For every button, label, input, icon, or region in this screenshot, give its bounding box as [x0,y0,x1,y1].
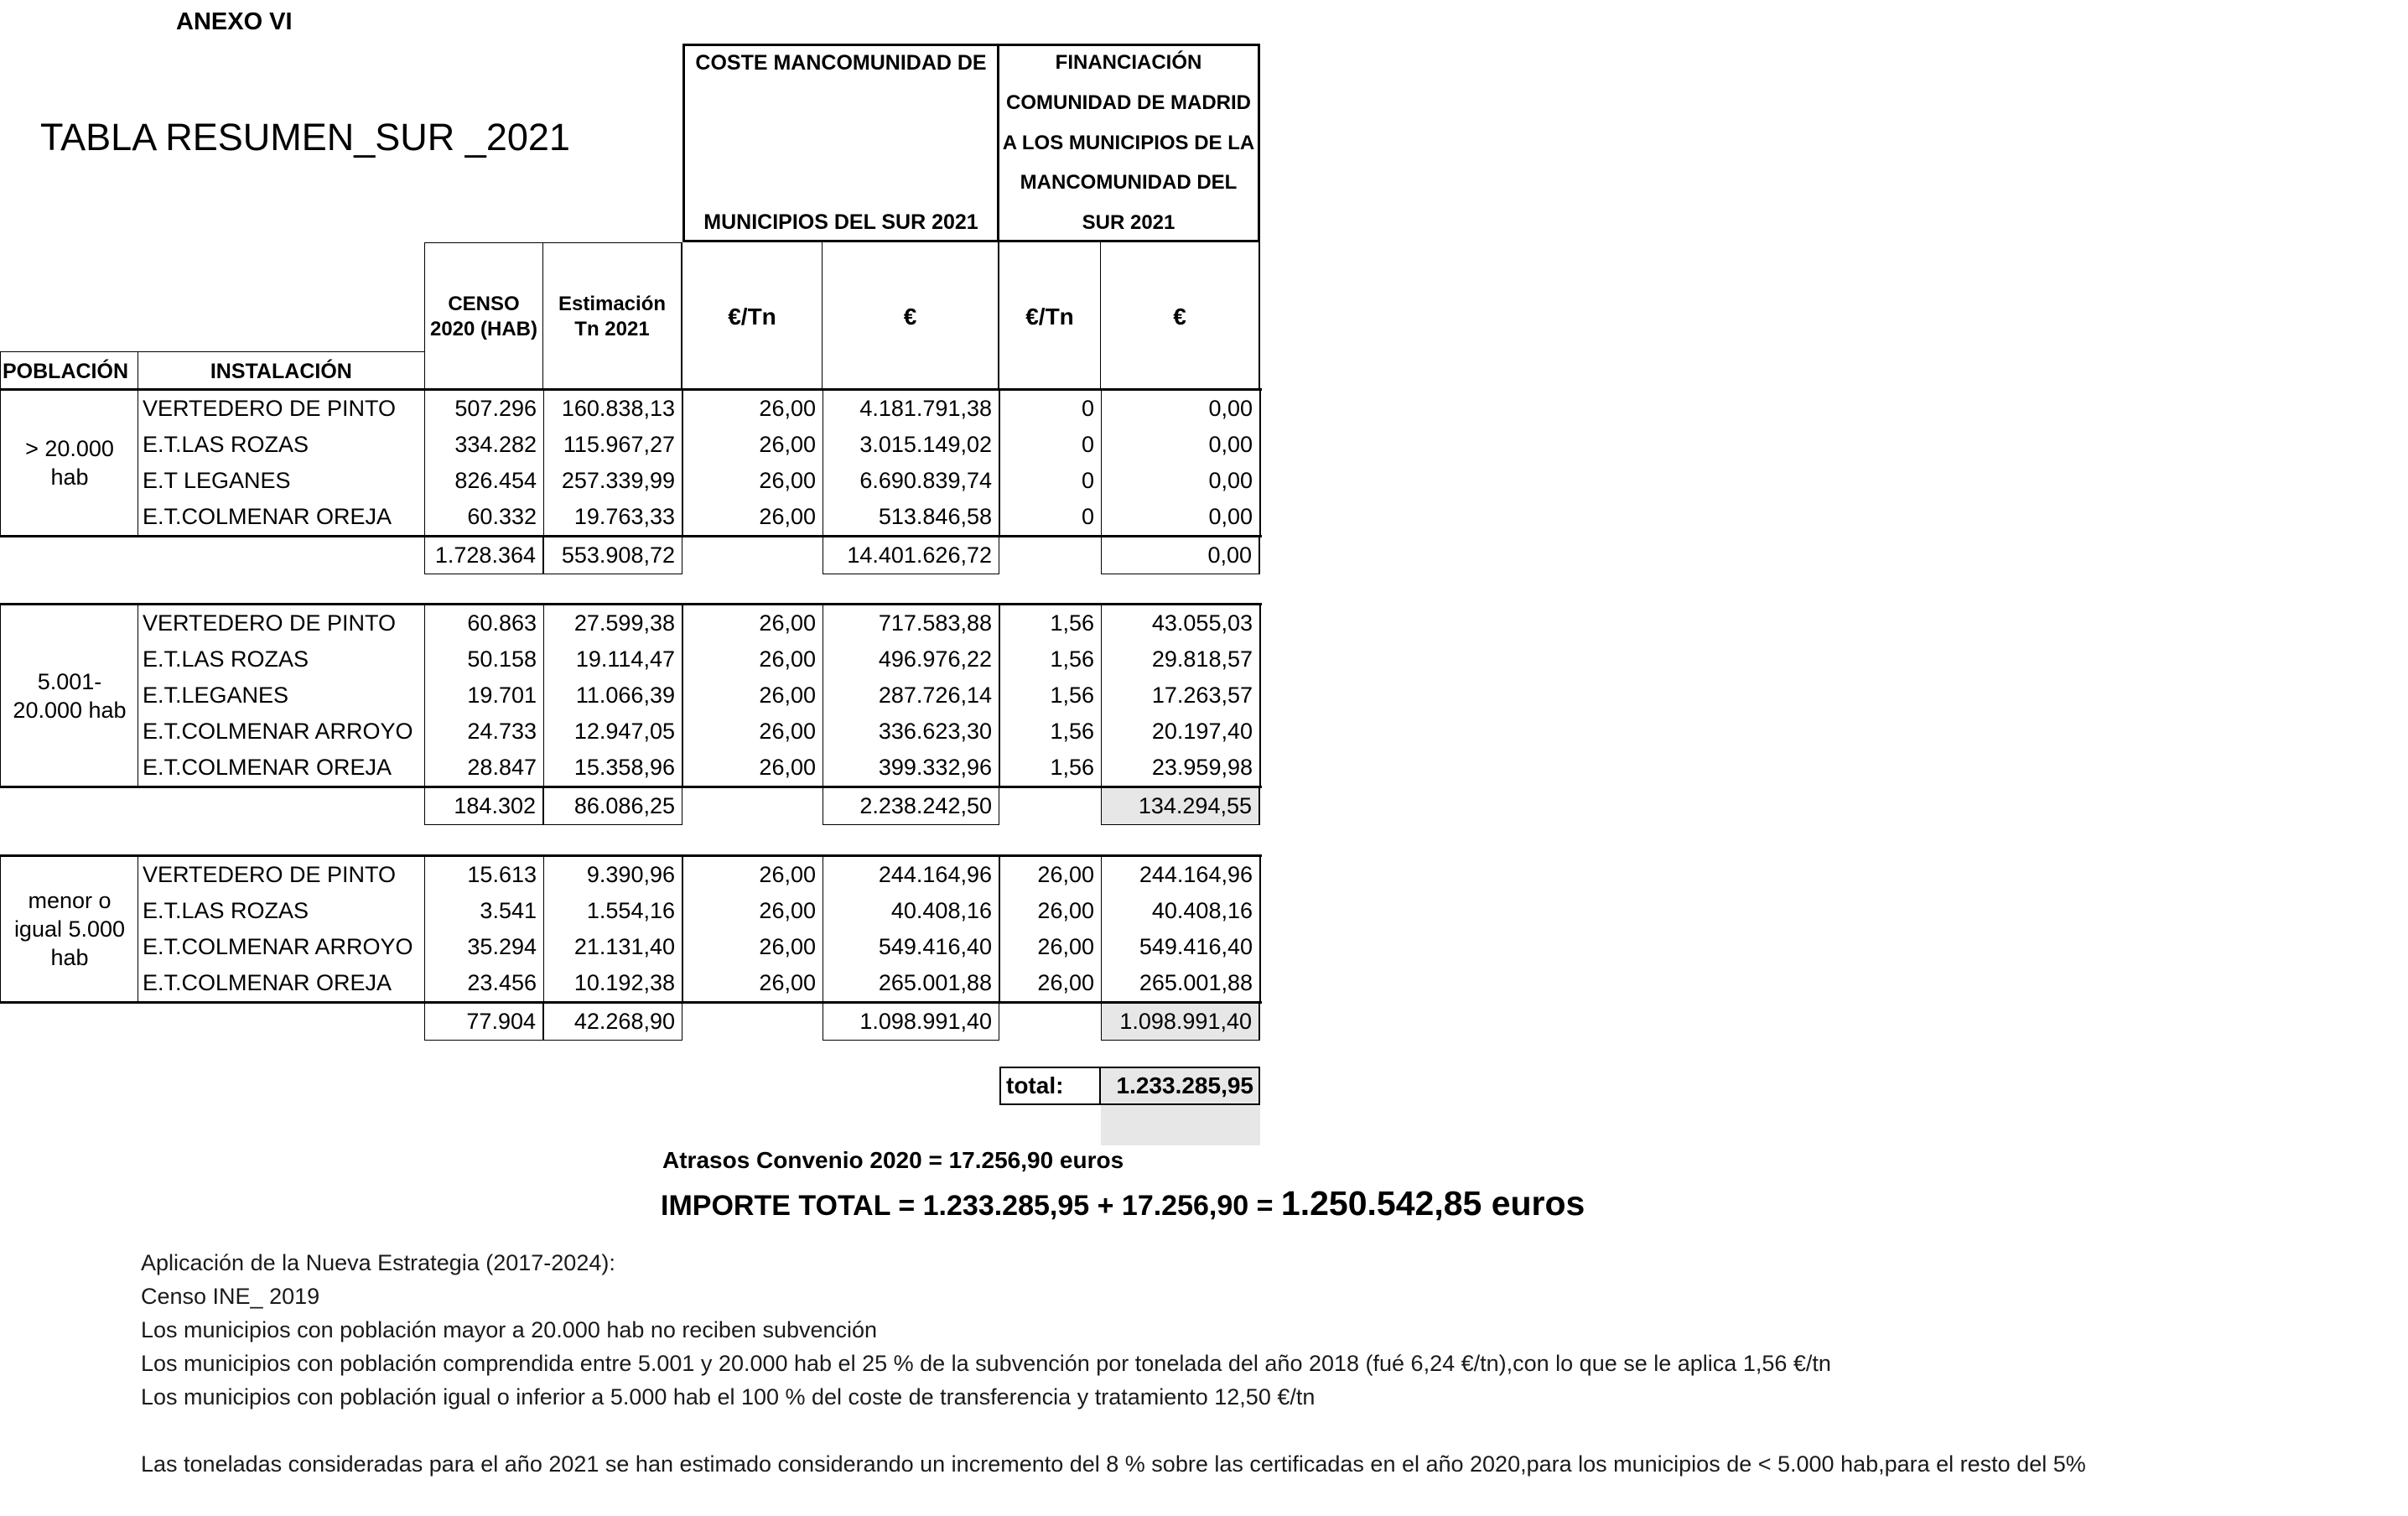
cell-instalacion: E.T.LAS ROZAS [138,641,425,678]
cell-coste-eur: 496.976,22 [823,641,1000,678]
col-header-fin-eur-tn: €/Tn [999,242,1101,391]
cell-fin-eur: 0,00 [1102,391,1261,427]
cell-estimacion-tn: 115.967,27 [544,427,683,463]
population-group-label-line: menor o [28,888,112,913]
cell-fin-eur-tn: 26,00 [1000,857,1102,893]
cell-coste-eur-tn: 26,00 [683,965,823,1001]
population-group-0 [0,388,1262,537]
cell-estimacion-tn: 10.192,38 [544,965,683,1001]
cell-estimacion-tn: 160.838,13 [544,391,683,427]
total-value: 1.233.285,95 [1101,1067,1260,1105]
cell-poblacion-spacer [1,463,138,499]
footnote-line: Los municipios con población mayor a 20.000 hab no reciben subvención [141,1317,878,1342]
cell-estimacion-tn: 12.947,05 [544,714,683,750]
footnote-line: Los municipios con población comprendida entre 5.001 y 20.000 hab el 25 % de la subvención por tonelada del año 2018 (fué 6,24 €/tn),con lo que se le aplica 1,56 €/tn [141,1351,1831,1376]
financiacion-line: SUR 2021 [1082,211,1175,234]
cell-instalacion: E.T.COLMENAR OREJA [138,499,425,535]
cell-fin-eur: 0,00 [1102,463,1261,499]
cell-poblacion-spacer [1,893,138,929]
population-group-2 [0,854,1262,1004]
cell-coste-eur-tn: 26,00 [683,499,823,535]
column-header-row [424,242,1262,391]
cell-instalacion: E.T.COLMENAR ARROYO [138,929,425,965]
subtotal-row [0,1004,1262,1041]
financiacion-line: MANCOMUNIDAD DEL [1020,171,1238,195]
cell-poblacion-spacer [1,427,138,463]
population-group-label-line: hab [50,945,89,970]
footnote-line: Aplicación de la Nueva Estrategia (2017-2024): [141,1250,615,1275]
cell-censo: 15.613 [425,857,544,893]
subtotal-spacer [682,1004,823,1041]
cell-instalacion: E.T.LAS ROZAS [138,427,425,463]
cell-fin-eur: 43.055,03 [1102,605,1261,641]
cell-estimacion-tn: 257.339,99 [544,463,683,499]
cell-coste-eur: 4.181.791,38 [823,391,1000,427]
table-row [1,391,1262,427]
col-header-estimacion [543,242,682,391]
cell-censo: 60.332 [425,499,544,535]
cell-fin-eur: 23.959,98 [1102,750,1261,786]
footnotes [141,1246,2086,1481]
footnote-line: Las toneladas consideradas para el año 2021 se han estimado considerando un incremento del 8 % sobre las certificadas en el año 2020,para los municipios de < 5.000 hab,para el resto del 5% [141,1451,2086,1477]
subtotal-estimacion-tn: 86.086,25 [543,788,682,825]
cell-fin-eur-tn: 0 [1000,463,1102,499]
col-header-fin-eur: € [1101,242,1260,391]
cell-estimacion-tn: 19.763,33 [544,499,683,535]
financiacion-line: FINANCIACIÓN [1055,51,1202,74]
col-header-censo-line2: 2020 (HAB) [429,318,538,340]
cell-fin-eur: 549.416,40 [1102,929,1261,965]
cell-coste-eur: 549.416,40 [823,929,1000,965]
cell-instalacion: E.T.COLMENAR OREJA [138,965,425,1001]
cell-fin-eur-tn: 0 [1000,391,1102,427]
row-header-instalacion: INSTALACIÓN [210,359,352,383]
table-row [1,463,1262,499]
cell-coste-eur-tn: 26,00 [683,857,823,893]
col-header-censo-line1: CENSO [448,293,520,315]
cell-estimacion-tn: 27.599,38 [544,605,683,641]
financiacion-header-box [999,44,1260,242]
table-row [1,750,1262,786]
cell-poblacion-spacer [1,965,138,1001]
table-row [1,427,1262,463]
cell-instalacion: E.T.COLMENAR ARROYO [138,714,425,750]
subtotal-spacer [0,537,138,574]
footnote-blank-line [141,1414,2086,1447]
cell-poblacion-spacer [1,714,138,750]
subtotal-row [0,788,1262,825]
col-header-coste-eur: € [823,242,999,391]
financiacion-line: COMUNIDAD DE MADRID [1006,91,1251,114]
cell-fin-eur: 40.408,16 [1102,893,1261,929]
cell-coste-eur: 717.583,88 [823,605,1000,641]
subtotal-coste-eur: 1.098.991,40 [823,1004,999,1041]
subtotal-spacer [999,1004,1101,1041]
subtotal-spacer [138,788,424,825]
coste-header-line1: COSTE MANCOMUNIDAD DE [695,51,987,75]
cell-estimacion-tn: 19.114,47 [544,641,683,678]
subtotal-spacer [0,788,138,825]
cell-poblacion-spacer [1,391,138,427]
cell-censo: 3.541 [425,893,544,929]
subtotal-fin-eur: 0,00 [1101,537,1260,574]
table-row [1,893,1262,929]
subtotal-estimacion-tn: 42.268,90 [543,1004,682,1041]
cell-coste-eur-tn: 26,00 [683,391,823,427]
cell-censo: 23.456 [425,965,544,1001]
cell-instalacion: E.T.LAS ROZAS [138,893,425,929]
cell-coste-eur-tn: 26,00 [683,427,823,463]
cell-fin-eur: 17.263,57 [1102,678,1261,714]
coste-header-box [682,44,999,242]
cell-instalacion: E.T LEGANES [138,463,425,499]
cell-fin-eur: 29.818,57 [1102,641,1261,678]
subtotal-coste-eur: 2.238.242,50 [823,788,999,825]
cell-estimacion-tn: 11.066,39 [544,678,683,714]
cell-coste-eur-tn: 26,00 [683,463,823,499]
cell-fin-eur-tn: 0 [1000,427,1102,463]
subtotal-coste-eur: 14.401.626,72 [823,537,999,574]
cell-coste-eur-tn: 26,00 [683,714,823,750]
cell-fin-eur: 0,00 [1102,499,1261,535]
table-row [1,605,1262,641]
cell-estimacion-tn: 9.390,96 [544,857,683,893]
cell-estimacion-tn: 21.131,40 [544,929,683,965]
cell-fin-eur-tn: 1,56 [1000,750,1102,786]
population-group-label-line: 20.000 hab [13,697,127,723]
cell-fin-eur: 244.164,96 [1102,857,1261,893]
row-header-poblacion: POBLACIÓN [1,352,138,391]
cell-fin-eur-tn: 1,56 [1000,714,1102,750]
cell-estimacion-tn: 1.554,16 [544,893,683,929]
cell-coste-eur: 399.332,96 [823,750,1000,786]
cell-poblacion-spacer [1,605,138,641]
subtotal-fin-eur: 134.294,55 [1101,788,1260,825]
cell-censo: 50.158 [425,641,544,678]
subtotal-spacer [0,1004,138,1041]
cell-coste-eur: 265.001,88 [823,965,1000,1001]
cell-fin-eur-tn: 0 [1000,499,1102,535]
cell-coste-eur: 336.623,30 [823,714,1000,750]
subtotal-spacer [682,788,823,825]
cell-poblacion-spacer [1,750,138,786]
cell-censo: 60.863 [425,605,544,641]
subtotal-censo: 77.904 [424,1004,543,1041]
cell-poblacion-spacer [1,678,138,714]
cell-poblacion-spacer [1,641,138,678]
footnote-line: Censo INE_ 2019 [141,1284,320,1309]
cell-coste-eur: 3.015.149,02 [823,427,1000,463]
cell-coste-eur-tn: 26,00 [683,605,823,641]
cell-instalacion: VERTEDERO DE PINTO [138,605,425,641]
subtotal-spacer [682,537,823,574]
population-group-1 [0,603,1262,788]
cell-fin-eur: 0,00 [1102,427,1261,463]
cell-poblacion-spacer [1,499,138,535]
importe-total-expression: IMPORTE TOTAL = 1.233.285,95 + 17.256,90 = [661,1190,1281,1222]
cell-poblacion-spacer [1,857,138,893]
cell-fin-eur-tn: 1,56 [1000,605,1102,641]
table-row [1,857,1262,893]
population-group-label-line: hab [50,465,89,490]
page-title: TABLA RESUMEN_SUR _2021 [40,116,570,158]
subtotal-row [0,537,1262,574]
cell-censo: 19.701 [425,678,544,714]
subtotal-fin-eur: 1.098.991,40 [1101,1004,1260,1041]
population-group-label-line: > 20.000 [25,436,114,461]
col-header-censo [424,242,543,391]
importe-total-line [661,1184,1585,1223]
cell-censo: 35.294 [425,929,544,965]
subtotal-spacer [138,1004,424,1041]
cell-coste-eur: 40.408,16 [823,893,1000,929]
cell-coste-eur-tn: 26,00 [683,641,823,678]
atrasos-note: Atrasos Convenio 2020 = 17.256,90 euros [662,1147,1124,1173]
cell-coste-eur: 287.726,14 [823,678,1000,714]
table-row [1,678,1262,714]
cell-censo: 826.454 [425,463,544,499]
cell-fin-eur-tn: 1,56 [1000,641,1102,678]
anexo-heading: ANEXO VI [176,8,293,35]
cell-coste-eur-tn: 26,00 [683,678,823,714]
population-group-label-line: igual 5.000 [13,916,126,942]
col-header-estimacion-line1: Estimación [558,293,667,315]
cell-coste-eur-tn: 26,00 [683,750,823,786]
cell-censo: 28.847 [425,750,544,786]
cell-fin-eur-tn: 26,00 [1000,893,1102,929]
cell-coste-eur-tn: 26,00 [683,893,823,929]
subtotal-censo: 1.728.364 [424,537,543,574]
cell-poblacion-spacer [1,929,138,965]
cell-censo: 334.282 [425,427,544,463]
footnote-line: Los municipios con población igual o inferior a 5.000 hab el 100 % del coste de transferencia y tratamiento 12,50 €/tn [141,1384,1316,1410]
cell-instalacion: E.T.LEGANES [138,678,425,714]
cell-fin-eur-tn: 26,00 [1000,929,1102,965]
financiacion-line: A LOS MUNICIPIOS DE LA [1002,131,1255,154]
cell-instalacion: VERTEDERO DE PINTO [138,391,425,427]
cell-censo: 24.733 [425,714,544,750]
cell-coste-eur: 6.690.839,74 [823,463,1000,499]
table-row [1,641,1262,678]
row-header [0,351,424,391]
cell-coste-eur: 513.846,58 [823,499,1000,535]
cell-fin-eur-tn: 1,56 [1000,678,1102,714]
cell-estimacion-tn: 15.358,96 [544,750,683,786]
total-label: total: [999,1067,1101,1105]
table-row [1,965,1262,1001]
subtotal-estimacion-tn: 553.908,72 [543,537,682,574]
cell-censo: 507.296 [425,391,544,427]
subtotal-spacer [999,788,1101,825]
table-row [1,929,1262,965]
total-row [999,1067,1260,1105]
importe-total-result: 1.250.542,85 euros [1280,1184,1585,1223]
cell-fin-eur: 265.001,88 [1102,965,1261,1001]
subtotal-censo: 184.302 [424,788,543,825]
table-row [1,714,1262,750]
cell-instalacion: VERTEDERO DE PINTO [138,857,425,893]
subtotal-spacer [999,537,1101,574]
coste-header-line2: MUNICIPIOS DEL SUR 2021 [703,210,978,234]
cell-coste-eur-tn: 26,00 [683,929,823,965]
cell-coste-eur: 244.164,96 [823,857,1000,893]
population-group-label-line: 5.001- [37,668,102,694]
col-header-estimacion-line2: Tn 2021 [574,318,650,340]
gray-fill-block [1101,1105,1260,1145]
cell-instalacion: E.T.COLMENAR OREJA [138,750,425,786]
cell-fin-eur-tn: 26,00 [1000,965,1102,1001]
cell-fin-eur: 20.197,40 [1102,714,1261,750]
subtotal-spacer [138,537,424,574]
col-header-coste-eur-tn: €/Tn [682,242,823,391]
table-row [1,499,1262,535]
